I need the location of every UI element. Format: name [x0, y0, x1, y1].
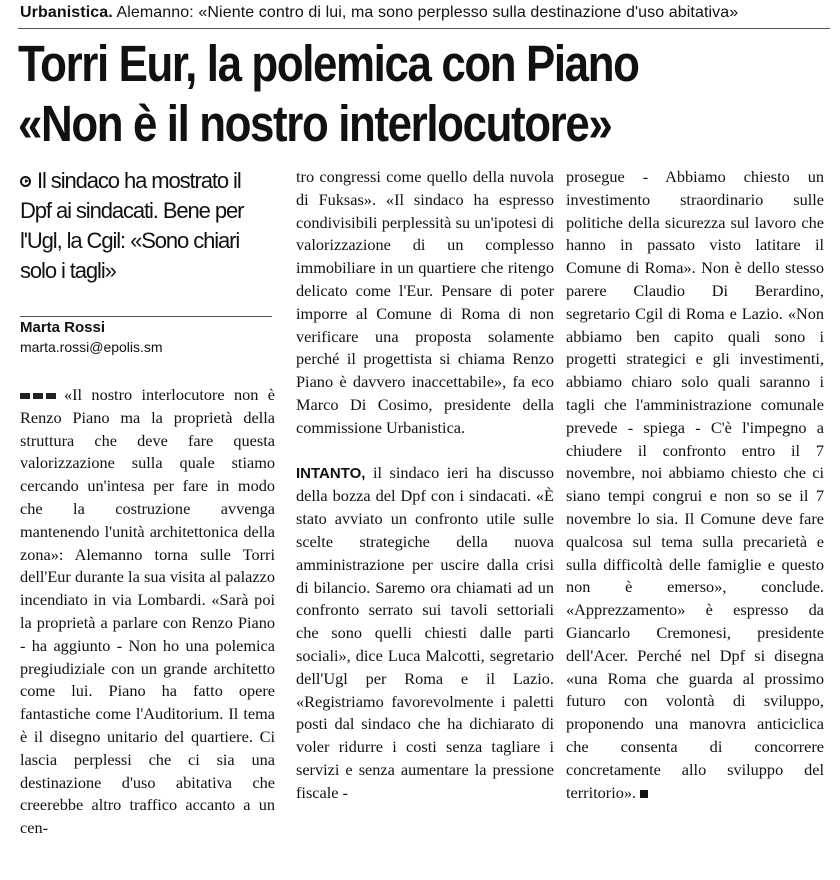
column-3-body: prosegue - Abbiamo chiesto un investimento straordinario sulle politiche della sicurezza sul lavoro che hanno in passato visto latitare il Comune di Roma». Non è dello stesso parere Claudio Di Berardino, segretario Cgil di Roma e Lazio. «Non abbiamo ben capito quali sono i progetti strategici e gli investimenti, abbiamo chiaro solo quali saranno i tagli che l'amministrazione comunale prevede - spiega - C'è l'impegno a chiudere il confronto entro il 7 novembre, noi abbiamo chiesto che ci siano tempi congrui e non so se il 7 novembre lo sia. Il Comune deve fare qualcosa sul tema sulla precarietà e sulla difficoltà delle famiglie e questo non è emerso», conclude. «Apprezzamento» è espresso da Giancarlo Cremonesi, presidente dell'Acer. Perché nel Dpf si disegna «una Roma che guarda al prossimo futuro con volontà di sviluppo, proponendo una manovra anticiclica che consenta di concorrere concretamente allo sviluppo del territorio». [566, 167, 824, 802]
summary-text: Il sindaco ha mostrato il Dpf ai sindacati. Bene per l'Ugl, la Cgil: «Sono chiari solo i tagli» [20, 168, 244, 283]
headline-line-1: Torri Eur, la polemica con Piano [18, 35, 639, 92]
column-2-paragraph-2-text: il sindaco ieri ha discusso della bozza del Dpf con i sindacati. «È stato avviato un confronto utile sulle scelte strategiche della nuova amministrazione per uscire dalla crisi di bilancio. Saremo ora chiamati ad un confronto serrato sui tavoli settoriali che sono quelli chiesti dalle parti sociali», dice Luca Malcotti, segretario dell'Ugl per Roma e il Lazio. «Registriamo favorevolmente i paletti posti dal sindaco che ha dichiarato di voler ridurre i costi senza tagliare i servizi e senza aumentare la pressione fiscale - [296, 462, 554, 802]
byline-rule [20, 316, 272, 317]
column-1-text [20, 384, 275, 840]
column-2-paragraph-2 [296, 462, 554, 805]
author-email: marta.rossi@epolis.sm [20, 339, 163, 355]
column-2-paragraph-1: tro congressi come quello della nuvola di Fuksas». «Il sindaco ha espresso condivisibili perplessità su un'ipotesi di valorizzazione di un complesso immobiliare in un quartiere che ritengo delicato come l'Eur. Pensare di poter imporre al Comune di Roma di non verificare una proposta solamente perché il progettista si chiama Renzo Piano è davvero inaccettabile», fa eco Marco Di Cosimo, presidente della commissione Urbanistica. [296, 167, 554, 437]
run-in-heading: INTANTO, [296, 464, 366, 482]
top-rule [18, 28, 830, 29]
author-name: Marta Rossi [20, 319, 106, 336]
black-square-icon [640, 790, 648, 798]
column-2 [296, 166, 554, 805]
dashed-bar-icon [20, 393, 56, 399]
top-line-text: Alemanno: «Niente contro di lui, ma sono perplesso sulla destinazione d'uso abitativa» [112, 4, 739, 21]
circled-arrow-icon [20, 176, 31, 187]
top-line [20, 4, 830, 22]
paragraph-spacer [296, 440, 554, 462]
section-kicker: Urbanistica. [20, 4, 113, 21]
headline-line-2: «Non è il nostro interlocutore» [18, 95, 612, 152]
summary [20, 166, 272, 286]
column-1-body: «Il nostro interlocutore non è Renzo Piano ma la proprietà della struttura che deve fare questa valorizzazione sulla quale stiamo cercando un'intesa per fare in modo che la costruzione avvenga mantenendo l'unità architettonica della zona»: Alemanno torna sulle Torri dell'Eur durante la sua visita al palazzo incendiato in via Lombardi. «Sarà poi la proprietà a parlare con Renzo Piano - ha aggiunto - Non ho una polemica pregiudiziale con un grande architetto come lui. Piano ha fatto opere fantastiche come l'Auditorium. Il tema è il disegno unitario del quartiere. Ci lascia perplessi che ci sia una destinazione d'uso abitativa che creerebbe altro traffico accanto a un cen- [20, 385, 275, 838]
column-1 [20, 166, 275, 840]
headline [18, 34, 716, 154]
column-3 [566, 166, 824, 804]
column-3-text [566, 166, 824, 804]
